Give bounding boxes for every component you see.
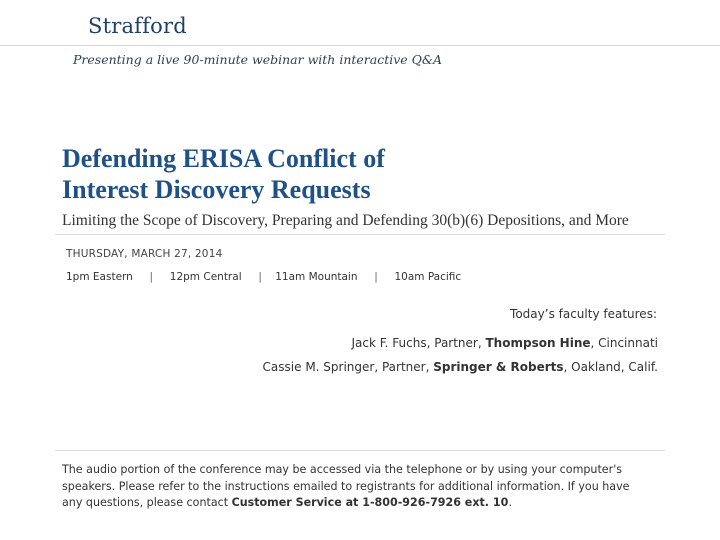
faculty-location: , Oakland, Calif. xyxy=(563,360,658,374)
title-line-2: Interest Discovery Requests xyxy=(62,175,371,204)
notice-divider xyxy=(55,450,665,451)
faculty-heading: Today’s faculty features: xyxy=(510,307,657,321)
webinar-times xyxy=(66,271,461,283)
notice-text: The audio portion of the conference may be accessed via the telephone or by using your computer's speakers. Please refer to the instructions emailed to registrants for additional information. If you have any questions, please contact xyxy=(62,463,630,509)
customer-service-contact: Customer Service at 1-800-926-7926 ext. 10 xyxy=(231,496,509,509)
header-divider xyxy=(0,45,720,46)
time-pacific: 10am Pacific xyxy=(394,271,462,283)
faculty-member xyxy=(263,360,658,374)
faculty-firm: Springer & Roberts xyxy=(433,360,564,374)
time-separator: | xyxy=(374,271,378,283)
webinar-title xyxy=(62,143,622,205)
time-central: 12pm Central xyxy=(169,271,242,283)
faculty-member xyxy=(351,336,658,350)
time-mountain: 11am Mountain xyxy=(275,271,358,283)
subtitle-divider xyxy=(55,234,665,235)
audio-notice xyxy=(62,462,652,512)
faculty-name-role: Jack F. Fuchs, Partner, xyxy=(351,336,486,350)
faculty-name-role: Cassie M. Springer, Partner, xyxy=(262,360,434,374)
time-separator: | xyxy=(149,271,154,283)
time-eastern: 1pm Eastern xyxy=(66,271,133,283)
time-separator: | xyxy=(258,271,262,283)
faculty-location: , Cincinnati xyxy=(590,336,658,350)
title-line-1: Defending ERISA Conflict of xyxy=(62,144,385,173)
webinar-subtitle: Limiting the Scope of Discovery, Preparing and Defending 30(b)(6) Depositions, and More xyxy=(62,212,629,229)
notice-end: . xyxy=(508,496,512,509)
webinar-date: THURSDAY, MARCH 27, 2014 xyxy=(66,248,223,260)
tagline: Presenting a live 90-minute webinar with interactive Q&A xyxy=(73,52,443,67)
faculty-firm: Thompson Hine xyxy=(485,336,591,350)
strafford-logo: Strafford xyxy=(88,14,187,38)
